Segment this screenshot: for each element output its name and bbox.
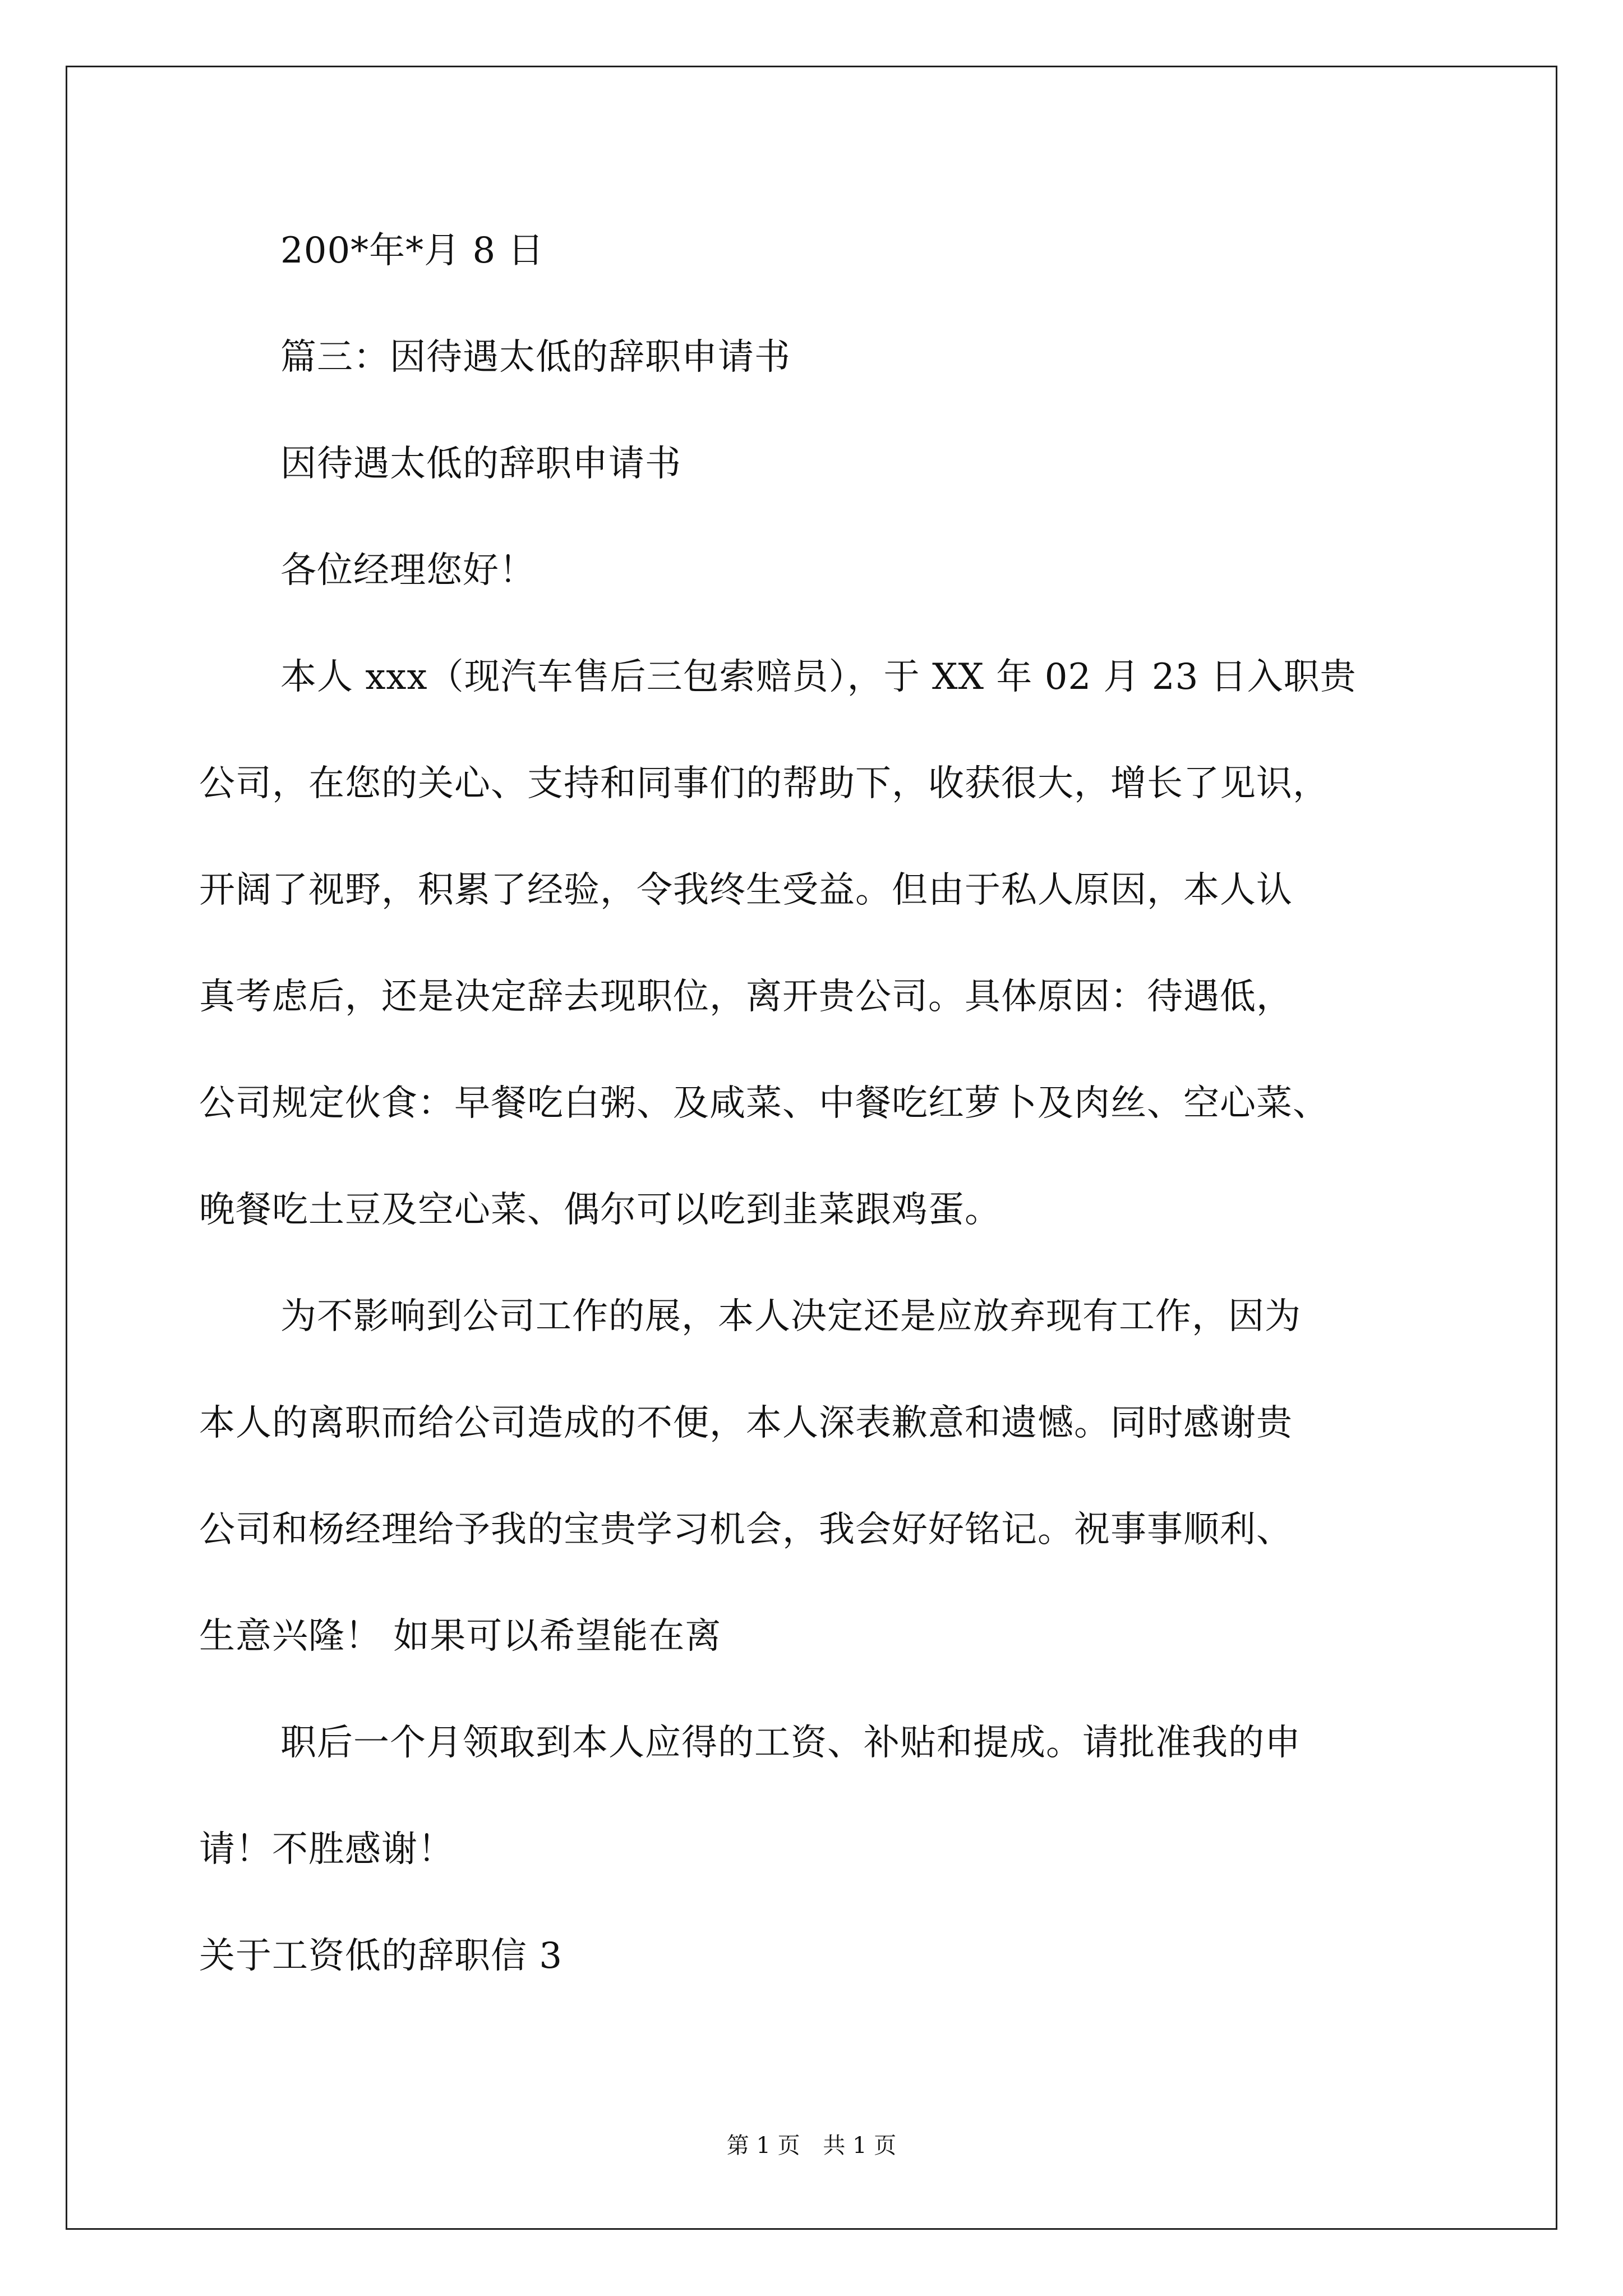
page-number-current: 第 1 页 (726, 2133, 800, 2159)
page-border (66, 66, 1557, 2230)
paragraph-line: 真考虑后，还是决定辞去现职位，离开贵公司。具体原因：待遇低， (199, 976, 1293, 1018)
page-number-total: 共 1 页 (823, 2133, 897, 2159)
paragraph-line: 公司和杨经理给予我的宝贵学习机会，我会好好铭记。祝事事顺利、 (199, 1509, 1293, 1550)
paragraph-line: 本人的离职而给公司造成的不便，本人深表歉意和遗憾。同时感谢贵 (199, 1402, 1293, 1444)
paragraph-line: 请！不胜感谢！ (199, 1829, 454, 1870)
paragraph-line: 生意兴隆！ 如果可以希望能在离 (199, 1616, 722, 1657)
page-footer (0, 2134, 1623, 2157)
paragraph-line: 职后一个月领取到本人应得的工资、补贴和提成。请批准我的申 (280, 1722, 1301, 1764)
paragraph-line: 开阔了视野，积累了经验，令我终生受益。但由于私人原因，本人认 (199, 869, 1293, 911)
paragraph-line: 为不影响到公司工作的展，本人决定还是应放弃现有工作，因为 (280, 1296, 1301, 1337)
section-heading: 篇三：因待遇太低的辞职申请书 (280, 337, 791, 378)
paragraph-line: 公司，在您的关心、支持和同事们的帮助下，收获很大，增长了见识， (199, 763, 1329, 804)
paragraph-line: 公司规定伙食：早餐吃白粥、及咸菜、中餐吃红萝卜及肉丝、空心菜、 (199, 1083, 1329, 1124)
paragraph-line: 本人 xxx（现汽车售后三包索赔员），于 XX 年 02 月 23 日入职贵 (280, 656, 1357, 698)
next-section-title: 关于工资低的辞职信 3 (199, 1935, 563, 1977)
document-date: 200*年*月 8 日 (280, 230, 545, 272)
paragraph-line: 晚餐吃土豆及空心菜、偶尔可以吃到韭菜跟鸡蛋。 (199, 1189, 1001, 1231)
letter-title: 因待遇太低的辞职申请书 (280, 443, 681, 485)
salutation: 各位经理您好！ (280, 550, 536, 591)
